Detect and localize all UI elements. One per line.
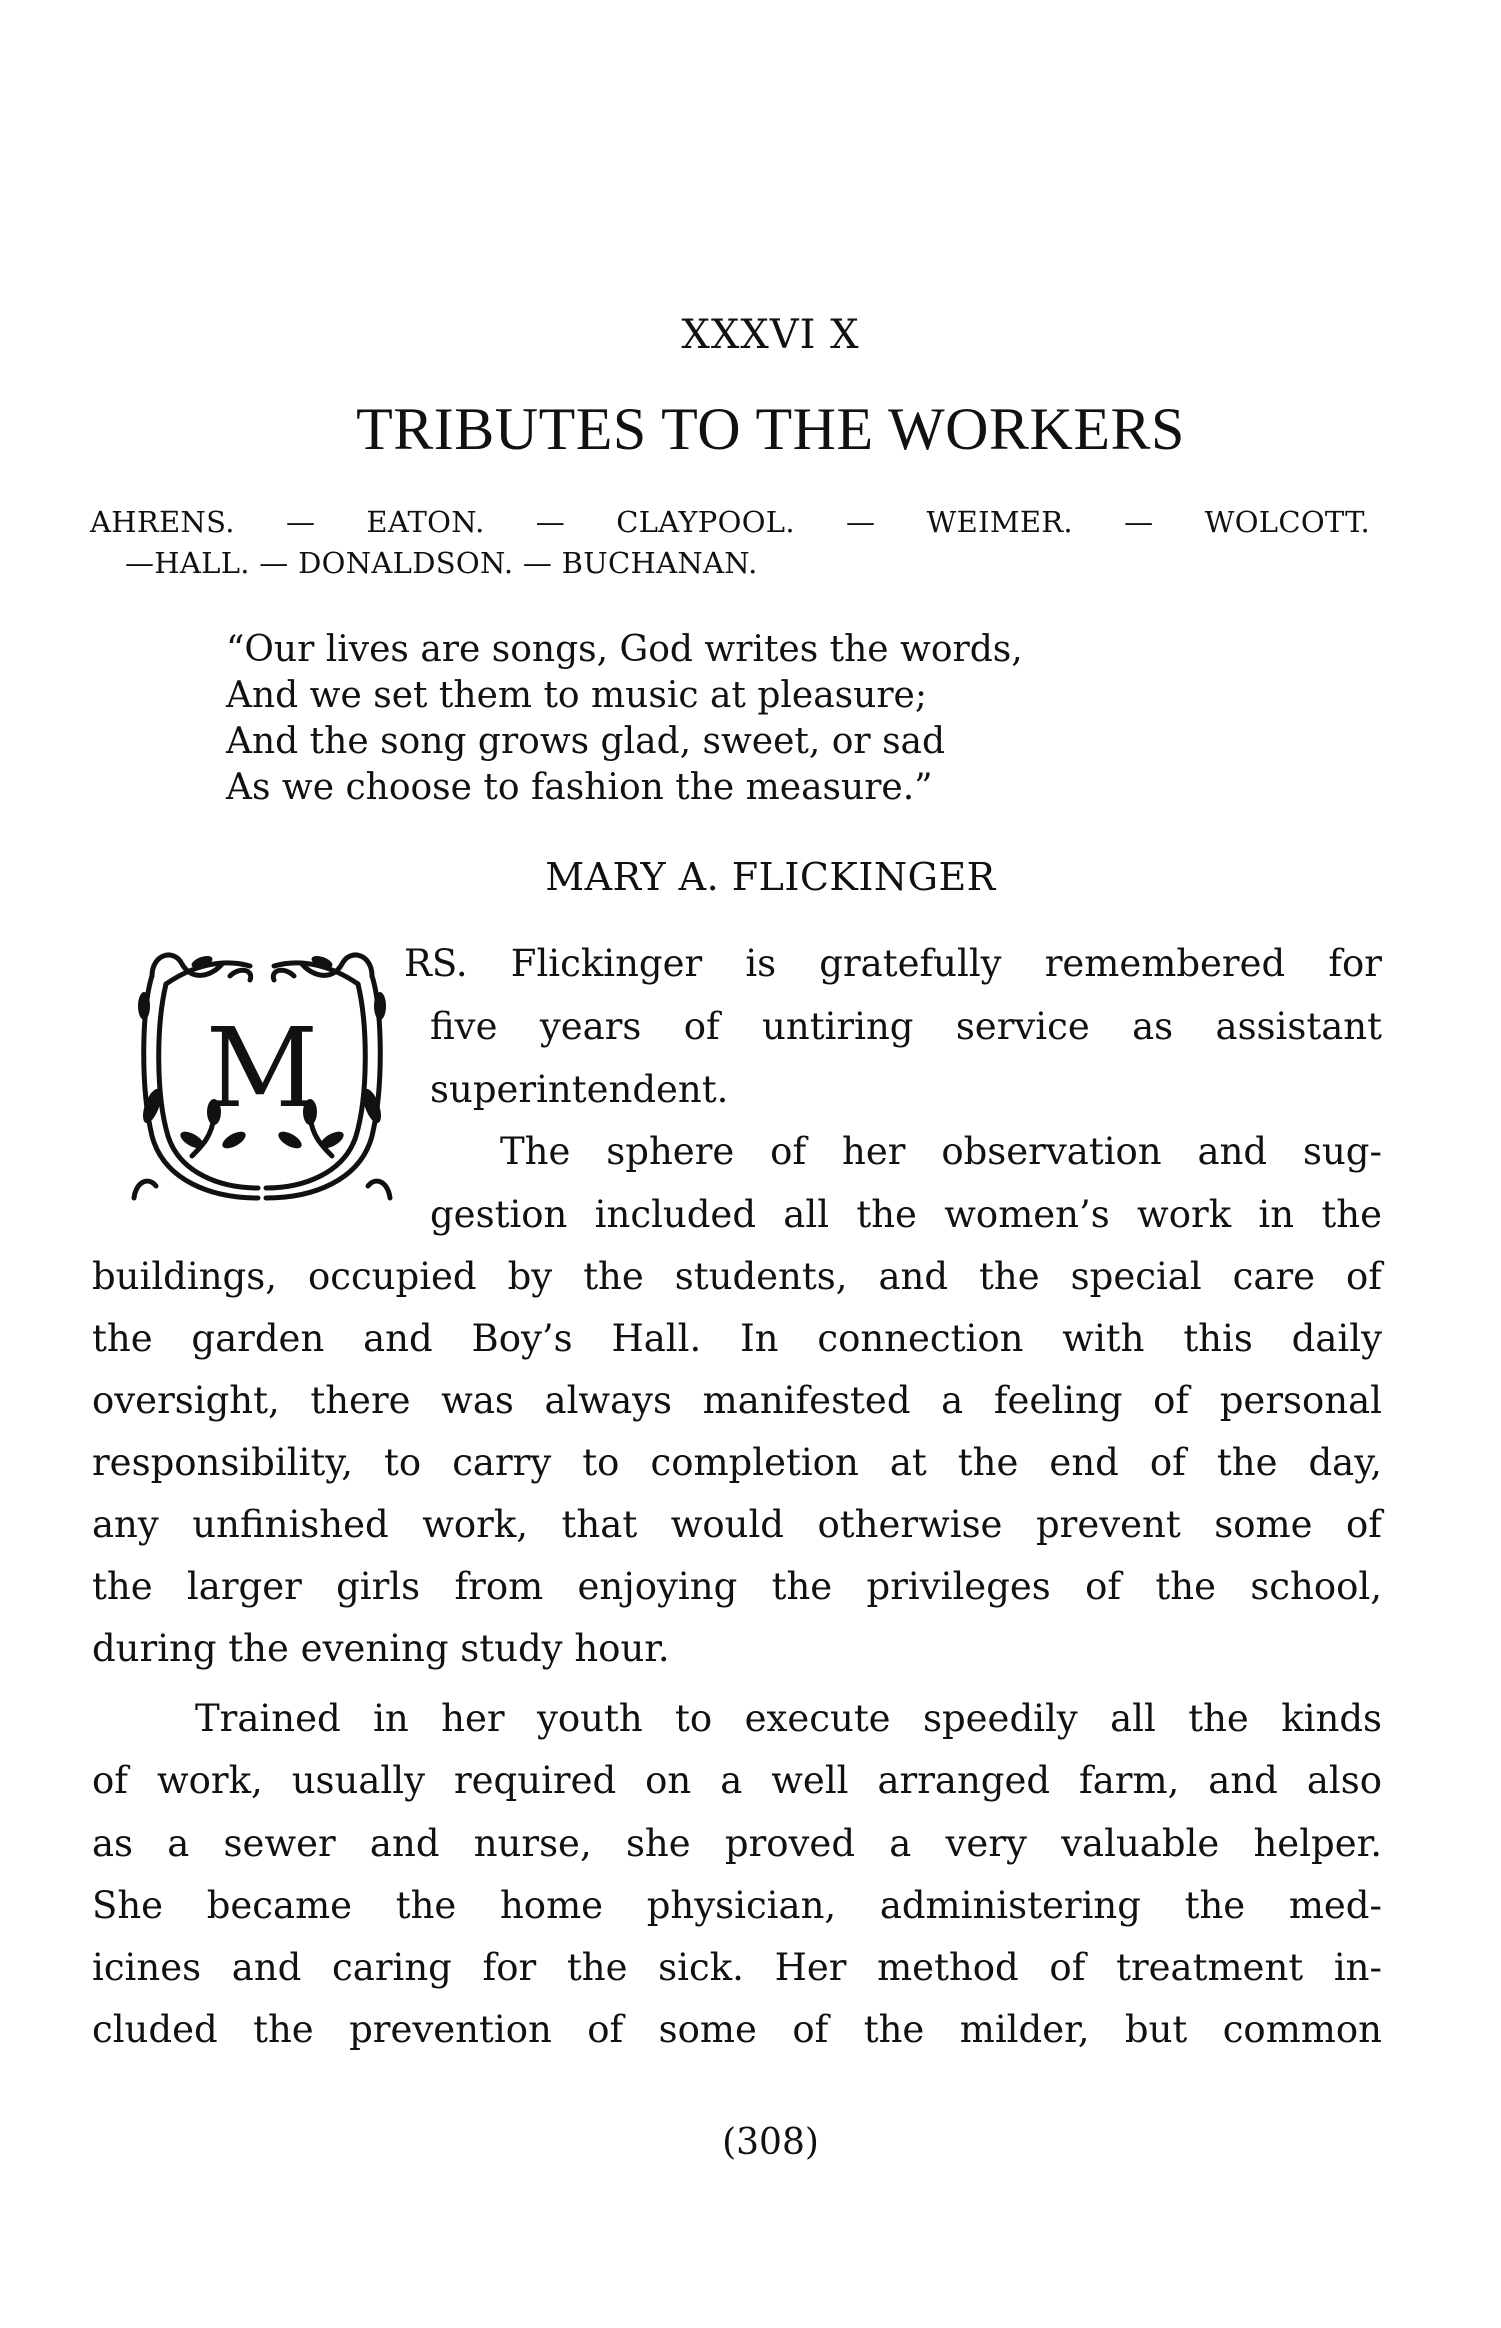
body-line: during the evening study hour. [92, 1627, 670, 1670]
chapter-names-line-1: AHRENS. — EATON. — CLAYPOOL. — WEIMER. — WOLCOTT. [90, 505, 1370, 539]
ornamental-frame-icon [122, 936, 402, 1208]
body-line: the garden and Boy’s Hall. In connection with this daily [92, 1317, 1382, 1360]
body-line: five years of untiring service as assistant [430, 1005, 1382, 1048]
epigraph-line: And the song grows glad, sweet, or sad [226, 721, 946, 762]
body-line: gestion included all the women’s work in the [430, 1193, 1382, 1236]
epigraph-line: “Our lives are songs, God writes the words, [226, 629, 1023, 670]
chapter-title: TRIBUTES TO THE WORKERS [356, 396, 1185, 462]
body-line: responsibility, to carry to completion at the end of the day, [92, 1441, 1382, 1484]
chapter-number: XXXVI X [681, 312, 860, 358]
body-line: icines and caring for the sick. Her method of treatment in- [92, 1946, 1382, 1989]
epigraph-line: As we choose to fashion the measure.” [226, 767, 933, 808]
drop-cap-ornament [122, 936, 402, 1208]
body-line: She became the home physician, administering the med- [92, 1884, 1382, 1927]
body-line: The sphere of her observation and sug- [500, 1130, 1382, 1173]
body-line: Trained in her youth to execute speedily all the kinds [195, 1697, 1382, 1740]
body-line: the larger girls from enjoying the privileges of the school, [92, 1565, 1382, 1608]
body-line: buildings, occupied by the students, and the special care of [92, 1255, 1382, 1298]
body-line: cluded the prevention of some of the milder, but common [92, 2008, 1382, 2051]
body-line: superintendent. [430, 1068, 729, 1111]
body-line: RS. Flickinger is gratefully remembered for [404, 942, 1382, 985]
body-line: of work, usually required on a well arranged farm, and also [92, 1759, 1382, 1802]
body-line: as a sewer and nurse, she proved a very valuable helper. [92, 1822, 1382, 1865]
page-number: (308) [722, 2122, 819, 2163]
body-line: oversight, there was always manifested a feeling of personal [92, 1379, 1382, 1422]
chapter-names-line-2: —HALL. — DONALDSON. — BUCHANAN. [125, 546, 758, 580]
body-line: any unfinished work, that would otherwise prevent some of [92, 1503, 1382, 1546]
section-heading: MARY A. FLICKINGER [545, 855, 996, 899]
drop-cap-letter: M [205, 1004, 319, 1132]
epigraph-line: And we set them to music at pleasure; [226, 675, 927, 716]
